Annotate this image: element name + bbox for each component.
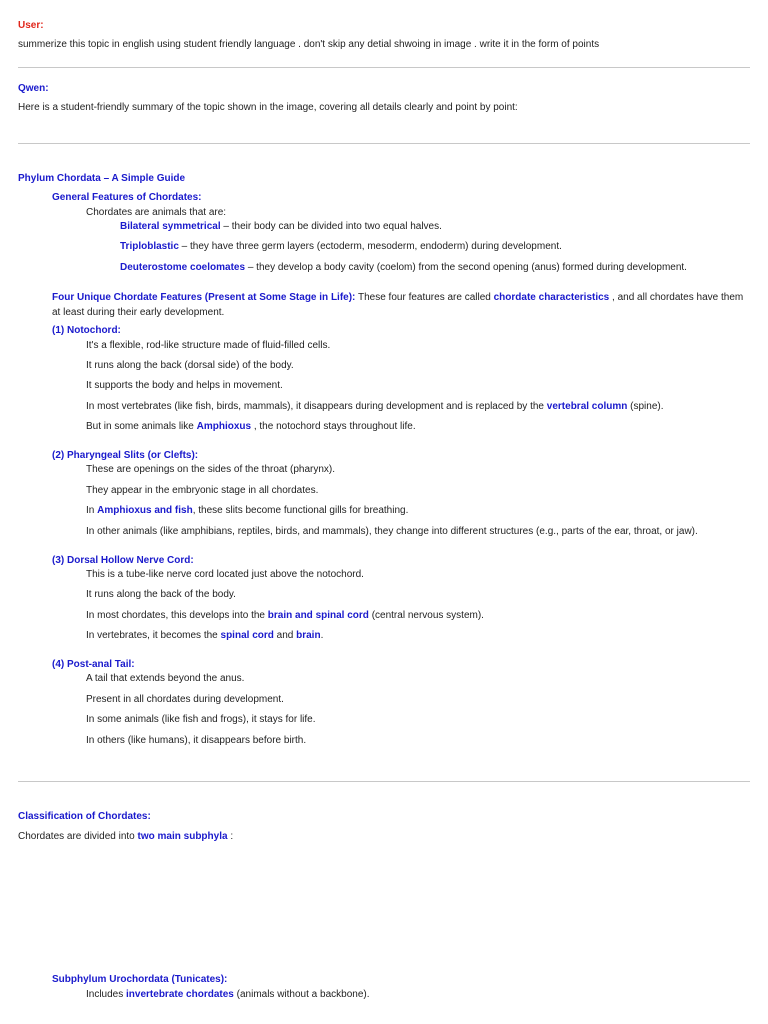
user-label: User: [18,20,44,31]
text: (spine). [627,401,664,412]
urochordata-point [86,989,369,1001]
general-item [120,221,442,233]
nerve-point [86,630,323,642]
general-intro: Chordates are animals that are: [86,207,227,218]
general-item-term: Deuterostome coelomates [120,262,246,273]
text: Includes [86,989,127,1000]
term: vertebral column [546,401,628,412]
tail-heading: (4) Post-anal Tail: [52,659,135,670]
text: and [273,630,297,641]
term: two main subphyla [137,831,228,842]
classification-heading: Classification of Chordates: [18,811,151,822]
assistant-intro: Here is a student-friendly summary of the topic shown in the image, covering all details clearly and point by point: [18,102,518,113]
general-item-text: – their body can be divided into two equal halves. [220,221,442,232]
term: spinal cord [220,630,274,641]
doc-title: Phylum Chordata – A Simple Guide [18,173,186,184]
general-item-text: – they develop a body cavity (coelom) from the second opening (anus) formed during development. [245,262,687,273]
tail-point: Present in all chordates during development. [86,694,284,705]
user-message: summerize this topic in english using student friendly language . don't skip any detial shwoing in image . write it in the form of points [18,39,600,50]
pharyngeal-point: They appear in the embryonic stage in all chordates. [86,485,319,496]
assistant-label: Qwen: [18,83,49,94]
nerve-heading: (3) Dorsal Hollow Nerve Cord: [52,555,194,566]
text: (central nervous system). [368,610,484,621]
text: : [227,831,234,842]
notochord-point: It's a flexible, rod-like structure made of fluid-filled cells. [86,340,331,351]
term: brain and spinal cord [267,610,369,621]
unique-paragraph [52,291,752,320]
divider [18,67,750,68]
notochord-heading: (1) Notochord: [52,325,121,336]
pharyngeal-point [86,505,408,517]
text: (animals without a backbone). [233,989,370,1000]
text: In [86,505,98,516]
text: Chordates are divided into [18,831,138,842]
text: In most chordates, this develops into the [86,610,268,621]
text: In vertebrates, it becomes the [86,630,221,641]
pharyngeal-point: In other animals (like amphibians, reptiles, birds, and mammals), they change into different structures (e.g., parts of the ear, throat, or jaw). [86,526,698,537]
term: Amphioxus [196,421,252,432]
nerve-point: It runs along the back of the body. [86,589,236,600]
term: invertebrate chordates [126,989,234,1000]
tail-point: In others (like humans), it disappears before birth. [86,735,307,746]
unique-text: These four features are called [355,292,494,303]
text: , the notochord stays throughout life. [251,421,416,432]
general-item-term: Triploblastic [120,241,179,252]
divider [18,143,750,144]
nerve-point: This is a tube-like nerve cord located just above the notochord. [86,569,364,580]
general-heading: General Features of Chordates: [52,192,202,203]
urochordata-heading: Subphylum Urochordata (Tunicates): [52,974,228,985]
unique-term: chordate characteristics [493,292,610,303]
notochord-point: It supports the body and helps in movement. [86,380,283,391]
tail-point: A tail that extends beyond the anus. [86,673,245,684]
divider [18,781,750,782]
unique-heading: Four Unique Chordate Features (Present at Some Stage in Life): [52,292,356,303]
unique-text: , and all chordates have them at least during their early development. [52,292,744,318]
notochord-point: It runs along the back (dorsal side) of the body. [86,360,294,371]
term: brain [296,630,321,641]
text: In most vertebrates (like fish, birds, mammals), it disappears during development and is replaced by the [86,401,547,412]
tail-point: In some animals (like fish and frogs), it stays for life. [86,714,316,725]
notochord-point [86,421,416,433]
classification-text [18,831,233,843]
text: But in some animals like [86,421,197,432]
pharyngeal-heading: (2) Pharyngeal Slits (or Clefts): [52,450,199,461]
notochord-point [86,401,664,413]
text: , these slits become functional gills for breathing. [192,505,409,516]
general-item [120,241,562,253]
pharyngeal-point: These are openings on the sides of the throat (pharynx). [86,464,336,475]
general-item [120,262,687,274]
general-item-term: Bilateral symmetrical [120,221,221,232]
text: . [320,630,324,641]
general-item-text: – they have three germ layers (ectoderm, mesoderm, endoderm) during development. [178,241,562,252]
term: Amphioxus and fish [97,505,193,516]
nerve-point [86,610,484,622]
